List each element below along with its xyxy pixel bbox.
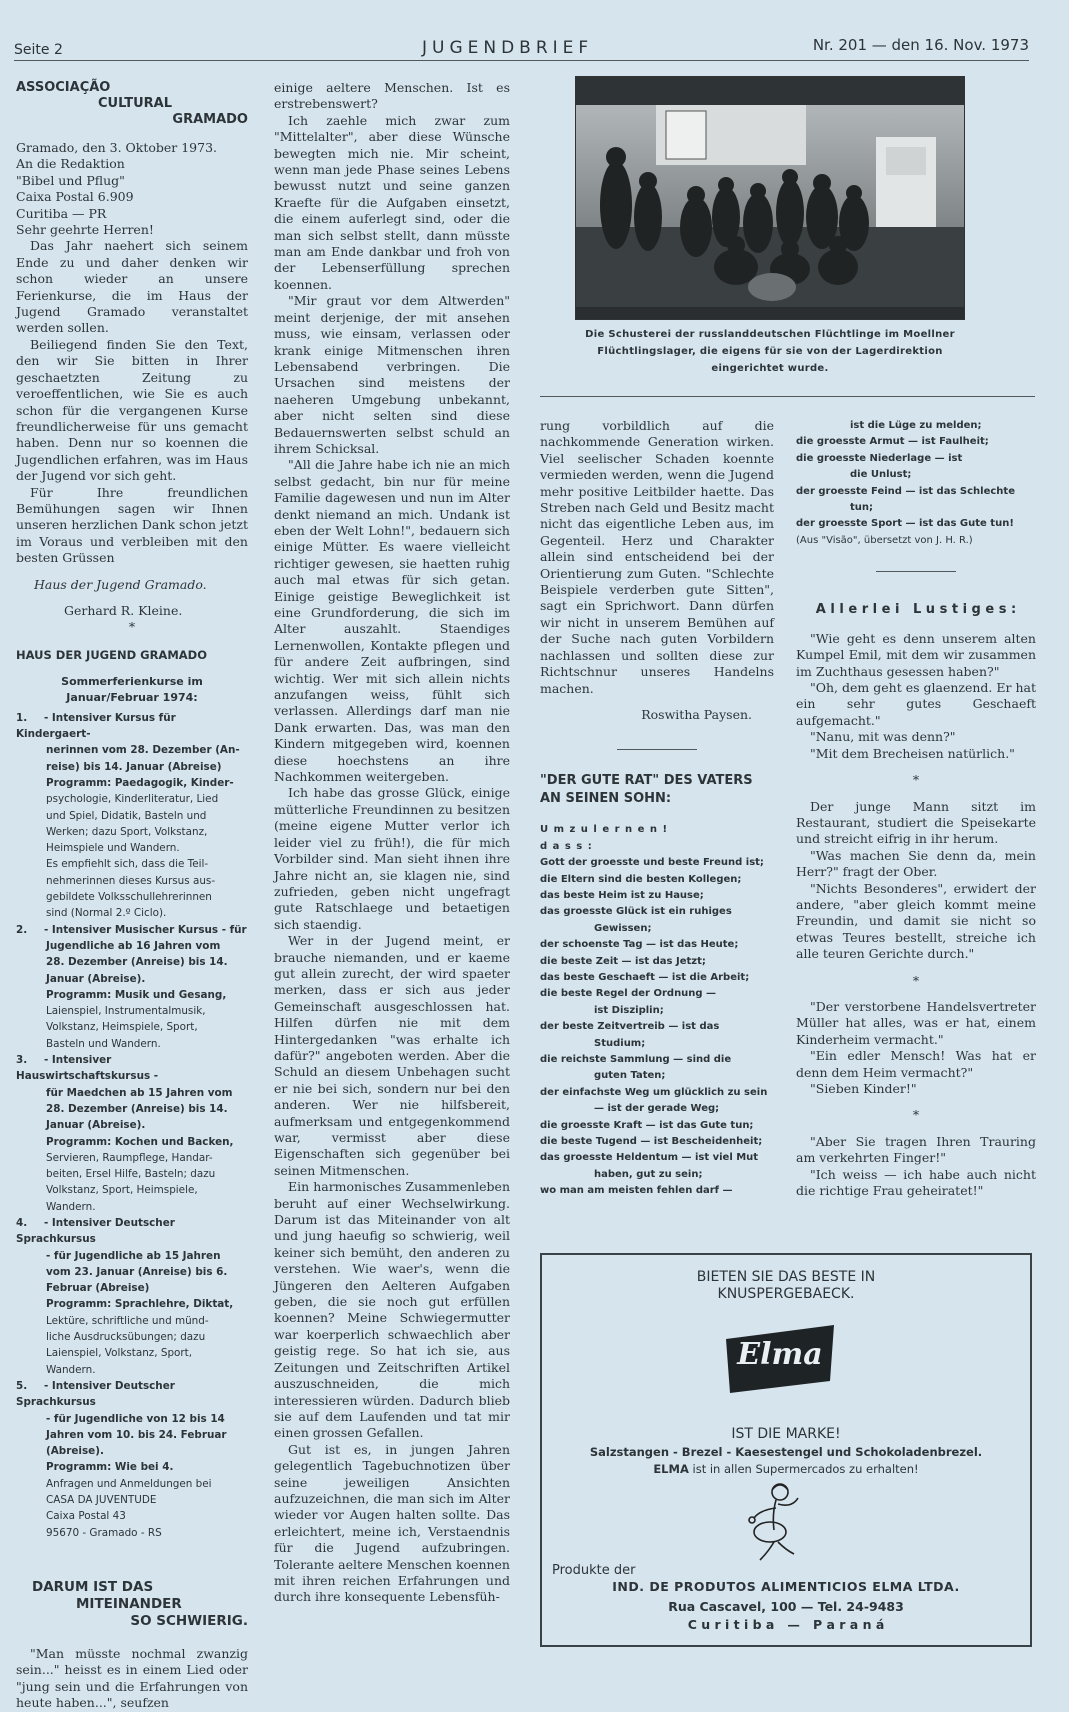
photo-rule bbox=[540, 396, 1035, 397]
course-line bbox=[16, 856, 248, 872]
course-text: Januar (Abreise). bbox=[46, 1119, 146, 1132]
course-text: CASA DA JUVENTUDE bbox=[46, 1494, 157, 1507]
course-item bbox=[16, 1215, 248, 1378]
paragraph: "Man müsste nochmal zwanzig sein..." heisst es in einem Lied oder "jung sein und die Erfahrungen von heute haben...", seufzen bbox=[16, 1645, 248, 1711]
course-text: - Intensiver Kursus für Kindergaert- bbox=[16, 711, 176, 741]
rat-line: die beste Tugend — ist Bescheidenheit; bbox=[540, 1136, 763, 1148]
course-line bbox=[16, 1166, 248, 1182]
elma-advertisement bbox=[540, 1253, 1032, 1647]
course-list bbox=[16, 710, 248, 1541]
course-text: Servieren, Raumpflege, Handar- bbox=[46, 1151, 213, 1164]
joke-paragraph: "Aber Sie tragen Ihren Trauring am verkehrten Finger!" bbox=[796, 1133, 1036, 1166]
rat-line: die beste Regel der Ordnung — bbox=[540, 988, 717, 1000]
course-line bbox=[16, 1134, 248, 1150]
course-text: psychologie, Kinderliteratur, Lied bbox=[46, 793, 219, 806]
course-text: nerinnen vom 28. Dezember (An- bbox=[46, 744, 240, 757]
course-line bbox=[16, 938, 248, 954]
heading-line: ASSOCIAÇÃO bbox=[16, 80, 111, 95]
course-text: Lektüre, schriftliche und münd- bbox=[46, 1314, 209, 1327]
newspaper-title: JUGENDBRIEF bbox=[422, 38, 594, 58]
rat-line: der beste Zeitvertreib — ist das bbox=[540, 1021, 720, 1033]
page-header bbox=[14, 36, 1029, 62]
rat-line: Studium; bbox=[594, 1037, 646, 1049]
course-text: Wandern. bbox=[46, 1200, 96, 1213]
rat-line: haben, gut zu sein; bbox=[594, 1168, 703, 1180]
course-line bbox=[16, 1362, 248, 1378]
course-text: Programm: Sprachlehre, Diktat, bbox=[46, 1298, 234, 1311]
course-item bbox=[16, 922, 248, 1052]
ad-company: IND. DE PRODUTOS ALIMENTICIOS ELMA LTDA. bbox=[612, 1579, 960, 1594]
ad-headline bbox=[542, 1269, 1030, 1303]
ad-availability bbox=[542, 1462, 1030, 1476]
rat-line: Gewissen; bbox=[594, 922, 652, 934]
darum-heading bbox=[16, 1579, 248, 1630]
course-text: reise) bis 14. Januar (Abreise) bbox=[46, 760, 222, 773]
jokes bbox=[796, 631, 1036, 1200]
rat-lines bbox=[540, 855, 774, 1200]
course-text: Jugendliche ab 16 Jahren vom bbox=[46, 939, 221, 952]
rat-line: das beste Geschaeft — ist die Arbeit; bbox=[540, 971, 750, 983]
course-text: - für Jugendliche ab 15 Jahren bbox=[46, 1249, 221, 1262]
paragraph: Wer in der Jugend meint, er brauche niemanden, und er kaeme gut allein zurecht, der wird spaeter merken, dass er sich aus jeder Gemeinschaft ausgeschlossen hat. Hilfen dürfen nie mit dem Hintergedanken "was erhalte ich dafür?" angeboten werden. Aber die Schuld an diesem Unbehagen sucht er nie bei sich, sondern nur bei den anderen. Wer nie hilfsbereit, aufmerksam und entgegenkommend war, vermisst aber diese Eigenschaften sich gegenüber bei seinen Mitmenschen. bbox=[274, 933, 510, 1178]
joke-paragraph: "Nanu, mit was denn?" bbox=[810, 729, 956, 745]
course-line bbox=[16, 1280, 248, 1296]
address-line: Caixa Postal 6.909 bbox=[16, 189, 134, 205]
course-line bbox=[16, 987, 248, 1003]
address-line: "Bibel und Pflug" bbox=[16, 172, 125, 188]
divider bbox=[876, 571, 956, 572]
rat-line: die groesste Niederlage — ist bbox=[796, 452, 963, 464]
address-line: An die Redaktion bbox=[16, 156, 125, 172]
course-line bbox=[16, 1525, 248, 1541]
page-number: Seite 2 bbox=[14, 42, 63, 58]
course-text: Volkstanz, Heimspiele, Sport, bbox=[46, 1021, 198, 1034]
course-line bbox=[16, 1150, 248, 1166]
course-number: 5. bbox=[16, 1379, 28, 1392]
course-text: Anfragen und Anmeldungen bei bbox=[46, 1477, 212, 1490]
course-text: Basteln und Wandern. bbox=[46, 1037, 161, 1050]
rat-line: die Unlust; bbox=[850, 469, 912, 481]
course-item bbox=[16, 1378, 248, 1541]
course-text: - Intensiver Musischer Kursus - für bbox=[44, 923, 247, 936]
rat-line: die Eltern sind die besten Kollegen; bbox=[540, 873, 742, 885]
divider bbox=[617, 749, 697, 750]
photo-caption bbox=[575, 326, 965, 377]
elma-logo bbox=[726, 1325, 834, 1393]
course-line bbox=[16, 1085, 248, 1101]
course-line bbox=[16, 1215, 248, 1248]
course-number: 4. bbox=[16, 1216, 28, 1229]
joke bbox=[796, 631, 1036, 762]
course-text: Programm: Paedagogik, Kinder- bbox=[46, 776, 234, 789]
joke bbox=[796, 799, 1036, 963]
course-line bbox=[16, 1264, 248, 1280]
issue-date: Nr. 201 — den 16. Nov. 1973 bbox=[812, 36, 1029, 54]
darum-intro bbox=[16, 1646, 248, 1712]
article-author: Roswitha Paysen. bbox=[641, 706, 752, 722]
paragraph: Ein harmonisches Zusammenleben beruht auf einer Wechselwirkung. Darum ist das Miteinander von alt und jung haeufig so schwierig, weil keiner sich bemüht, den anderen zu verstehen. Wie waer's, wenn die Jüngeren den Aelteren Aufgaben geben, die sie noch gut erfüllen koennen? Meine Schwiegermutter war koerperlich schwaechlich aber geistig rege. So hat ich sie, aus Zeitungen und Zeitschriften Artikel auszuschneiden, die mich interessieren würden. Dadurch blieb sie auf dem Laufenden und tat mir einen grossen Gefallen. bbox=[274, 1179, 510, 1441]
course-text: sind (Normal 2.º Ciclo). bbox=[46, 907, 167, 920]
course-text: - Intensiver Deutscher Sprachkursus bbox=[16, 1216, 175, 1246]
heading-line: AN SEINEN SOHN: bbox=[540, 791, 672, 807]
caption-line: Flüchtlingslager, die eigens für sie von der Lagerdirektion bbox=[597, 346, 943, 357]
address-line: Curitiba — PR bbox=[16, 205, 107, 221]
heading-line: CULTURAL bbox=[98, 96, 173, 111]
rat-line: Gott der groesste und beste Freund ist; bbox=[540, 857, 764, 869]
course-item bbox=[16, 1052, 248, 1215]
course-line bbox=[16, 808, 248, 824]
heading-line: SO SCHWIERIG. bbox=[130, 1612, 248, 1629]
ad-products: Salzstangen - Brezel - Kaesestengel und Schokoladenbrezel. bbox=[589, 1445, 983, 1459]
course-line bbox=[16, 971, 248, 987]
course-line bbox=[16, 1329, 248, 1345]
course-line bbox=[16, 922, 248, 938]
course-line bbox=[16, 1443, 248, 1459]
heading-line: Sommerferienkurse im bbox=[61, 674, 203, 688]
rat-line: die reichste Sammlung — sind die bbox=[540, 1054, 732, 1065]
joke-paragraph: Der junge Mann sitzt im Restaurant, studiert die Speisekarte und streicht eifrig in ihr herum. bbox=[796, 798, 1036, 847]
rat-line: ist Disziplin; bbox=[594, 1004, 664, 1016]
course-line bbox=[16, 824, 248, 840]
heading-line: "DER GUTE RAT" DES VATERS bbox=[540, 773, 753, 789]
rat-line: tun; bbox=[850, 502, 874, 514]
course-line bbox=[16, 1296, 248, 1312]
brand-name: ELMA bbox=[653, 1462, 689, 1476]
course-line bbox=[16, 742, 248, 758]
availability-text: ist in allen Supermercados zu erhalten! bbox=[688, 1462, 919, 1476]
course-text: 28. Dezember (Anreise) bis 14. bbox=[46, 1102, 228, 1115]
rat-line: der einfachste Weg um glücklich zu sein bbox=[540, 1086, 768, 1098]
joke-paragraph: "Was machen Sie denn da, mein Herr?" fragt der Ober. bbox=[796, 847, 1036, 880]
rat-line: ist die Lüge zu melden; bbox=[850, 420, 982, 431]
course-text: gebildete Volksschullehrerinnen bbox=[46, 891, 212, 904]
course-line bbox=[16, 1313, 248, 1329]
course-line bbox=[16, 1476, 248, 1492]
paragraph: Ich habe das grosse Glück, einige mütterliche Freundinnen zu besitzen (meine eigene Mutter verlor ich leider viel zu früh!), die für mich Vorbilder sind. Man sieht ihnen ihre Jahre nicht an, sie klagen nie, sind zufrieden, geben nicht ungefragt gute Ratschlaege und betaetigen sich staendig. bbox=[274, 785, 510, 932]
rat-heading bbox=[540, 772, 774, 808]
caption-line: eingerichtet wurde. bbox=[711, 363, 829, 374]
course-text: Programm: Wie bei 4. bbox=[46, 1461, 174, 1474]
paragraph: "Mir graut vor dem Altwerden" meint derjenige, der mit ansehen muss, wie einsam, verlassen oder krank einige Mitmenschen ihren Lebensabend verbringen. Die Ursachen sind meistens der naeheren Umgebung unbekannt, aber nicht selten sind diese Bedauernswerten selbst schuld an ihrem Schicksal. bbox=[274, 293, 510, 456]
rat-line: die groesste Armut — ist Faulheit; bbox=[796, 436, 989, 448]
column-1 bbox=[16, 80, 248, 1712]
rat-line: der groesste Sport — ist das Gute tun! bbox=[796, 518, 1014, 530]
rat-line: das groesste Heldentum — ist viel Mut bbox=[540, 1152, 759, 1164]
course-line bbox=[16, 1459, 248, 1475]
separator-star: * bbox=[912, 1107, 920, 1123]
rat-list bbox=[540, 822, 774, 1199]
course-text: Es empfiehlt sich, dass die Teil- bbox=[46, 858, 209, 871]
column-3 bbox=[540, 418, 774, 1200]
joke bbox=[796, 1134, 1036, 1200]
course-line bbox=[16, 954, 248, 970]
heading-line: Januar/Februar 1974: bbox=[66, 690, 198, 704]
course-text: (Abreise). bbox=[46, 1445, 104, 1458]
joke-paragraph: "Mit dem Brecheisen natürlich." bbox=[810, 745, 1015, 761]
course-text: Programm: Kochen und Backen, bbox=[46, 1135, 234, 1148]
lustiges-heading: A l l e r l e i L u s t i g e s : bbox=[815, 601, 1017, 617]
salutation: Sehr geehrte Herren! bbox=[16, 222, 154, 238]
sommer-heading bbox=[16, 674, 248, 706]
course-text: Januar (Abreise). bbox=[46, 972, 146, 985]
course-line bbox=[16, 759, 248, 775]
heading-line: DARUM IST DAS bbox=[32, 1578, 154, 1595]
course-text: beiten, Ersel Hilfe, Basteln; dazu bbox=[46, 1168, 216, 1181]
paragraph: Das Jahr naehert sich seinem Ende zu und daher denken wir schon wieder an unsere Ferienkurse, die im Haus der Jugend Gramado veranstaltet werden sollen. bbox=[16, 238, 248, 336]
course-number: 2. bbox=[16, 923, 28, 936]
separator-star: * bbox=[912, 972, 920, 988]
course-line bbox=[16, 1378, 248, 1411]
course-line bbox=[16, 1248, 248, 1264]
ad-address: Rua Cascavel, 100 — Tel. 24-9483 bbox=[668, 1599, 904, 1614]
course-text: Laienspiel, Instrumentalmusik, bbox=[46, 1005, 206, 1018]
course-line bbox=[16, 840, 248, 856]
letter-heading bbox=[16, 80, 248, 128]
rat-line: der groesste Feind — ist das Schlechte bbox=[796, 485, 1015, 497]
article-continuation bbox=[540, 418, 774, 723]
separator-star: * bbox=[128, 619, 136, 635]
mascot-image bbox=[742, 1480, 812, 1564]
course-text: Februar (Abreise) bbox=[46, 1282, 150, 1295]
course-text: und Spiel, Didatik, Basteln und bbox=[46, 809, 207, 822]
course-text: Wandern. bbox=[46, 1363, 96, 1376]
paragraph: Beiliegend finden Sie den Text, den wir Sie bitten in Ihrer geschaetzten Zeitung zu veroeffentlichen, wie Sie es auch schon für die vergangenen Kurse freundlicherweise für uns gemacht haben. Denn nur so koennen die Jugendlichen erfahren, was im Haus der Jugend vor sich geht. bbox=[16, 336, 248, 484]
course-text: für Maedchen ab 15 Jahren vom bbox=[46, 1086, 233, 1099]
course-line bbox=[16, 889, 248, 905]
course-line bbox=[16, 775, 248, 791]
course-line bbox=[16, 1427, 248, 1443]
ad-headline-line: KNUSPERGEBAECK. bbox=[717, 1286, 855, 1302]
ad-produkte: Produkte der bbox=[552, 1563, 636, 1578]
course-text: Heimspiele und Wandern. bbox=[46, 842, 180, 855]
joke-paragraph: "Wie geht es denn unserem alten Kumpel Emil, mit dem wir zusammen im Zuchthaus gesessen haben?" bbox=[796, 630, 1036, 679]
rat-intro: d a s s : bbox=[540, 840, 593, 852]
paragraph: Gut ist es, in jungen Jahren gelegentlich Tagebuchnotizen über seine jeweiligen Ansichten aufzuzeichnen, die man sich im Alter wieder vor Augen halten sollte. Das erleichtert, meine ich, Verstaendnis für die Jugend aufzubringen. Tolerante aeltere Menschen koennen mit ihren reichen Erfahrungen und durch ihre konsequente Lebensfüh- bbox=[274, 1441, 510, 1605]
rat-line: der schoenste Tag — ist das Heute; bbox=[540, 939, 739, 951]
letter-closing: Haus der Jugend Gramado. bbox=[34, 576, 207, 592]
rat-line: wo man am meisten fehlen darf — bbox=[540, 1185, 733, 1197]
course-number: 3. bbox=[16, 1054, 28, 1067]
ad-city: C u r i t i b a — P a r a n á bbox=[687, 1617, 885, 1632]
rat-intro: U m z u l e r n e n ! bbox=[540, 824, 669, 836]
letter-body bbox=[16, 140, 248, 636]
joke-paragraph: "Der verstorbene Handelsvertreter Müller hat alles, was er hat, einem Kinderheim vermacht." bbox=[796, 998, 1036, 1047]
course-number: 1. bbox=[16, 711, 28, 724]
course-text: 95670 - Gramado - RS bbox=[46, 1526, 162, 1539]
mascot-illustration bbox=[742, 1480, 812, 1564]
ad-marke: IST DIE MARKE! bbox=[731, 1426, 841, 1442]
rat-continued bbox=[796, 418, 1036, 533]
column-4 bbox=[796, 418, 1036, 1199]
course-line bbox=[16, 1003, 248, 1019]
course-line bbox=[16, 1036, 248, 1052]
course-text: Laienspiel, Volkstanz, Sport, bbox=[46, 1347, 193, 1360]
photo-shoemaker-workshop bbox=[575, 76, 965, 320]
header-rule bbox=[14, 60, 1029, 61]
rat-line: das groesste Glück ist ein ruhiges bbox=[540, 906, 732, 918]
joke-paragraph: "Nichts Besonderes", erwidert der andere, "aber gleich kommt meine Freundin, und damit sie nicht so etwas Teures bestellt, streiche ich alle teuren Gerichte durch." bbox=[796, 880, 1036, 962]
paragraph: rung vorbildlich auf die nachkommende Generation wirken. Viel seelischer Schaden koennte vermieden werden, wenn die Jugend mehr positive Leitbilder haette. Das Streben nach Geld und Besitz macht nicht das eigentliche Leben aus, im Gegenteil. Herz und Charakter allein sind entscheidend bei der Orientierung zum Guten. "Schlechte Beispiele verderben gute Sitten", sagt ein Sprichwort. Dann dürfen wir nicht in unserem Bemühen auf der Suche nach guten Vorbildern nachlassen und sollten diese zur Richtschnur unseres Handelns machen. bbox=[540, 418, 774, 696]
course-text: Caixa Postal 43 bbox=[46, 1510, 126, 1523]
paragraph: einige aeltere Menschen. Ist es erstrebenswert? bbox=[274, 80, 510, 112]
course-line bbox=[16, 905, 248, 921]
joke bbox=[796, 999, 1036, 1097]
course-line bbox=[16, 1492, 248, 1508]
heading-line: MITEINANDER bbox=[76, 1595, 182, 1612]
source-note: (Aus "Visão", übersetzt von J. H. R.) bbox=[796, 534, 973, 546]
rat-line: das beste Heim ist zu Hause; bbox=[540, 889, 704, 901]
course-text: Werken; dazu Sport, Volkstanz, bbox=[46, 825, 208, 838]
caption-line: Die Schusterei der russlanddeutschen Flüchtlinge im Moellner bbox=[585, 329, 955, 340]
course-text: - für Jugendliche von 12 bis 14 bbox=[46, 1412, 225, 1425]
ad-headline-line: BIETEN SIE DAS BESTE IN bbox=[696, 1269, 876, 1285]
course-text: - Intensiver Hauswirtschaftskursus - bbox=[16, 1054, 159, 1083]
paragraph: Ich zaehle mich zwar zum "Mittelalter", aber diese Wünsche bewegten mich nie. Mir scheint, wenn man jede Phase seines Lebens bewusst nutzt und seine ganzen Kraefte für die Aufgaben einsetzt, die einem auferlegt sind, oder die man sich selbst stellt, dann müsste man am Ende dankbar und froh von der Lebenserfüllung sprechen koennen. bbox=[274, 112, 510, 292]
paragraph: "All die Jahre habe ich nie an mich selbst gedacht, bin nur für meine Familie dagewesen und nun im Alter denkt niemand an mich. Undank ist eben der Welt Lohn!", bedauern sich einige Mütter. Es waere vielleicht richtiger gewesen, sie haetten ruhig auch mal etwas für sich getan. Einige geistige Beweglichkeit ist eine Grundforderung, die sich im Alter auszahlt. Staendiges Lernenwollen, Kontakte pflegen und für andere Zeit aufbringen, sind wichtig. Wer mit sich allein nichts anzufangen weiss, fühlt sich verlassen. Allerdings darf man nie Dank erwarten. Das, was man den Kindern mitgegeben wird, koennen diese hoechstens an ihre Nachkommen weitergeben. bbox=[274, 457, 510, 785]
course-text: Volkstanz, Sport, Heimspiele, bbox=[46, 1184, 198, 1197]
course-text: Programm: Musik und Gesang, bbox=[46, 988, 227, 1001]
course-text: vom 23. Januar (Anreise) bis 6. bbox=[46, 1265, 228, 1278]
course-line bbox=[16, 1345, 248, 1361]
joke-paragraph: "Ein edler Mensch! Was hat er denn dem Heim vermacht?" bbox=[796, 1048, 1036, 1080]
rat-line: die beste Zeit — ist das Jetzt; bbox=[540, 955, 706, 967]
rat-line: die groesste Kraft — ist das Gute tun; bbox=[540, 1119, 754, 1131]
course-line bbox=[16, 873, 248, 889]
rat-line: guten Taten; bbox=[594, 1070, 666, 1082]
course-text: - Intensiver Deutscher Sprachkursus bbox=[16, 1379, 175, 1409]
joke-paragraph: "Sieben Kinder!" bbox=[810, 1081, 917, 1096]
course-text: Jahren vom 10. bis 24. Februar bbox=[46, 1428, 227, 1441]
course-line bbox=[16, 1101, 248, 1117]
signature: Gerhard R. Kleine. bbox=[64, 602, 183, 618]
course-text: liche Ausdrucksübungen; dazu bbox=[46, 1331, 206, 1344]
photo-image bbox=[576, 77, 964, 319]
logo-text: Elma bbox=[737, 1337, 823, 1372]
column-2 bbox=[274, 80, 510, 1606]
haus-heading: HAUS DER JUGEND GRAMADO bbox=[16, 647, 208, 662]
course-line bbox=[16, 1508, 248, 1524]
heading-line: GRAMADO bbox=[172, 112, 248, 127]
course-line bbox=[16, 1199, 248, 1215]
rat-line: — ist der gerade Weg; bbox=[594, 1103, 720, 1115]
separator-star: * bbox=[912, 772, 920, 788]
course-line bbox=[16, 1117, 248, 1133]
course-line bbox=[16, 1182, 248, 1198]
course-text: nehmerinnen dieses Kursus aus- bbox=[46, 874, 216, 887]
paragraph: Für Ihre freundlichen Bemühungen sagen wir Ihnen unseren herzlichen Dank schon jetzt im Voraus und verbleiben mit den besten Grüssen bbox=[16, 484, 248, 566]
letter-date: Gramado, den 3. Oktober 1973. bbox=[16, 140, 218, 155]
course-item bbox=[16, 710, 248, 922]
course-text: 28. Dezember (Anreise) bis 14. bbox=[46, 956, 228, 969]
course-line bbox=[16, 1052, 248, 1085]
joke-paragraph: "Oh, dem geht es glaenzend. Er hat ein sehr gutes Geschaeft aufgemacht." bbox=[796, 680, 1036, 728]
course-line bbox=[16, 710, 248, 743]
course-line bbox=[16, 1411, 248, 1427]
joke-paragraph: "Ich weiss — ich habe auch nicht die richtige Frau geheiratet!" bbox=[796, 1166, 1036, 1199]
course-line bbox=[16, 791, 248, 807]
course-line bbox=[16, 1019, 248, 1035]
